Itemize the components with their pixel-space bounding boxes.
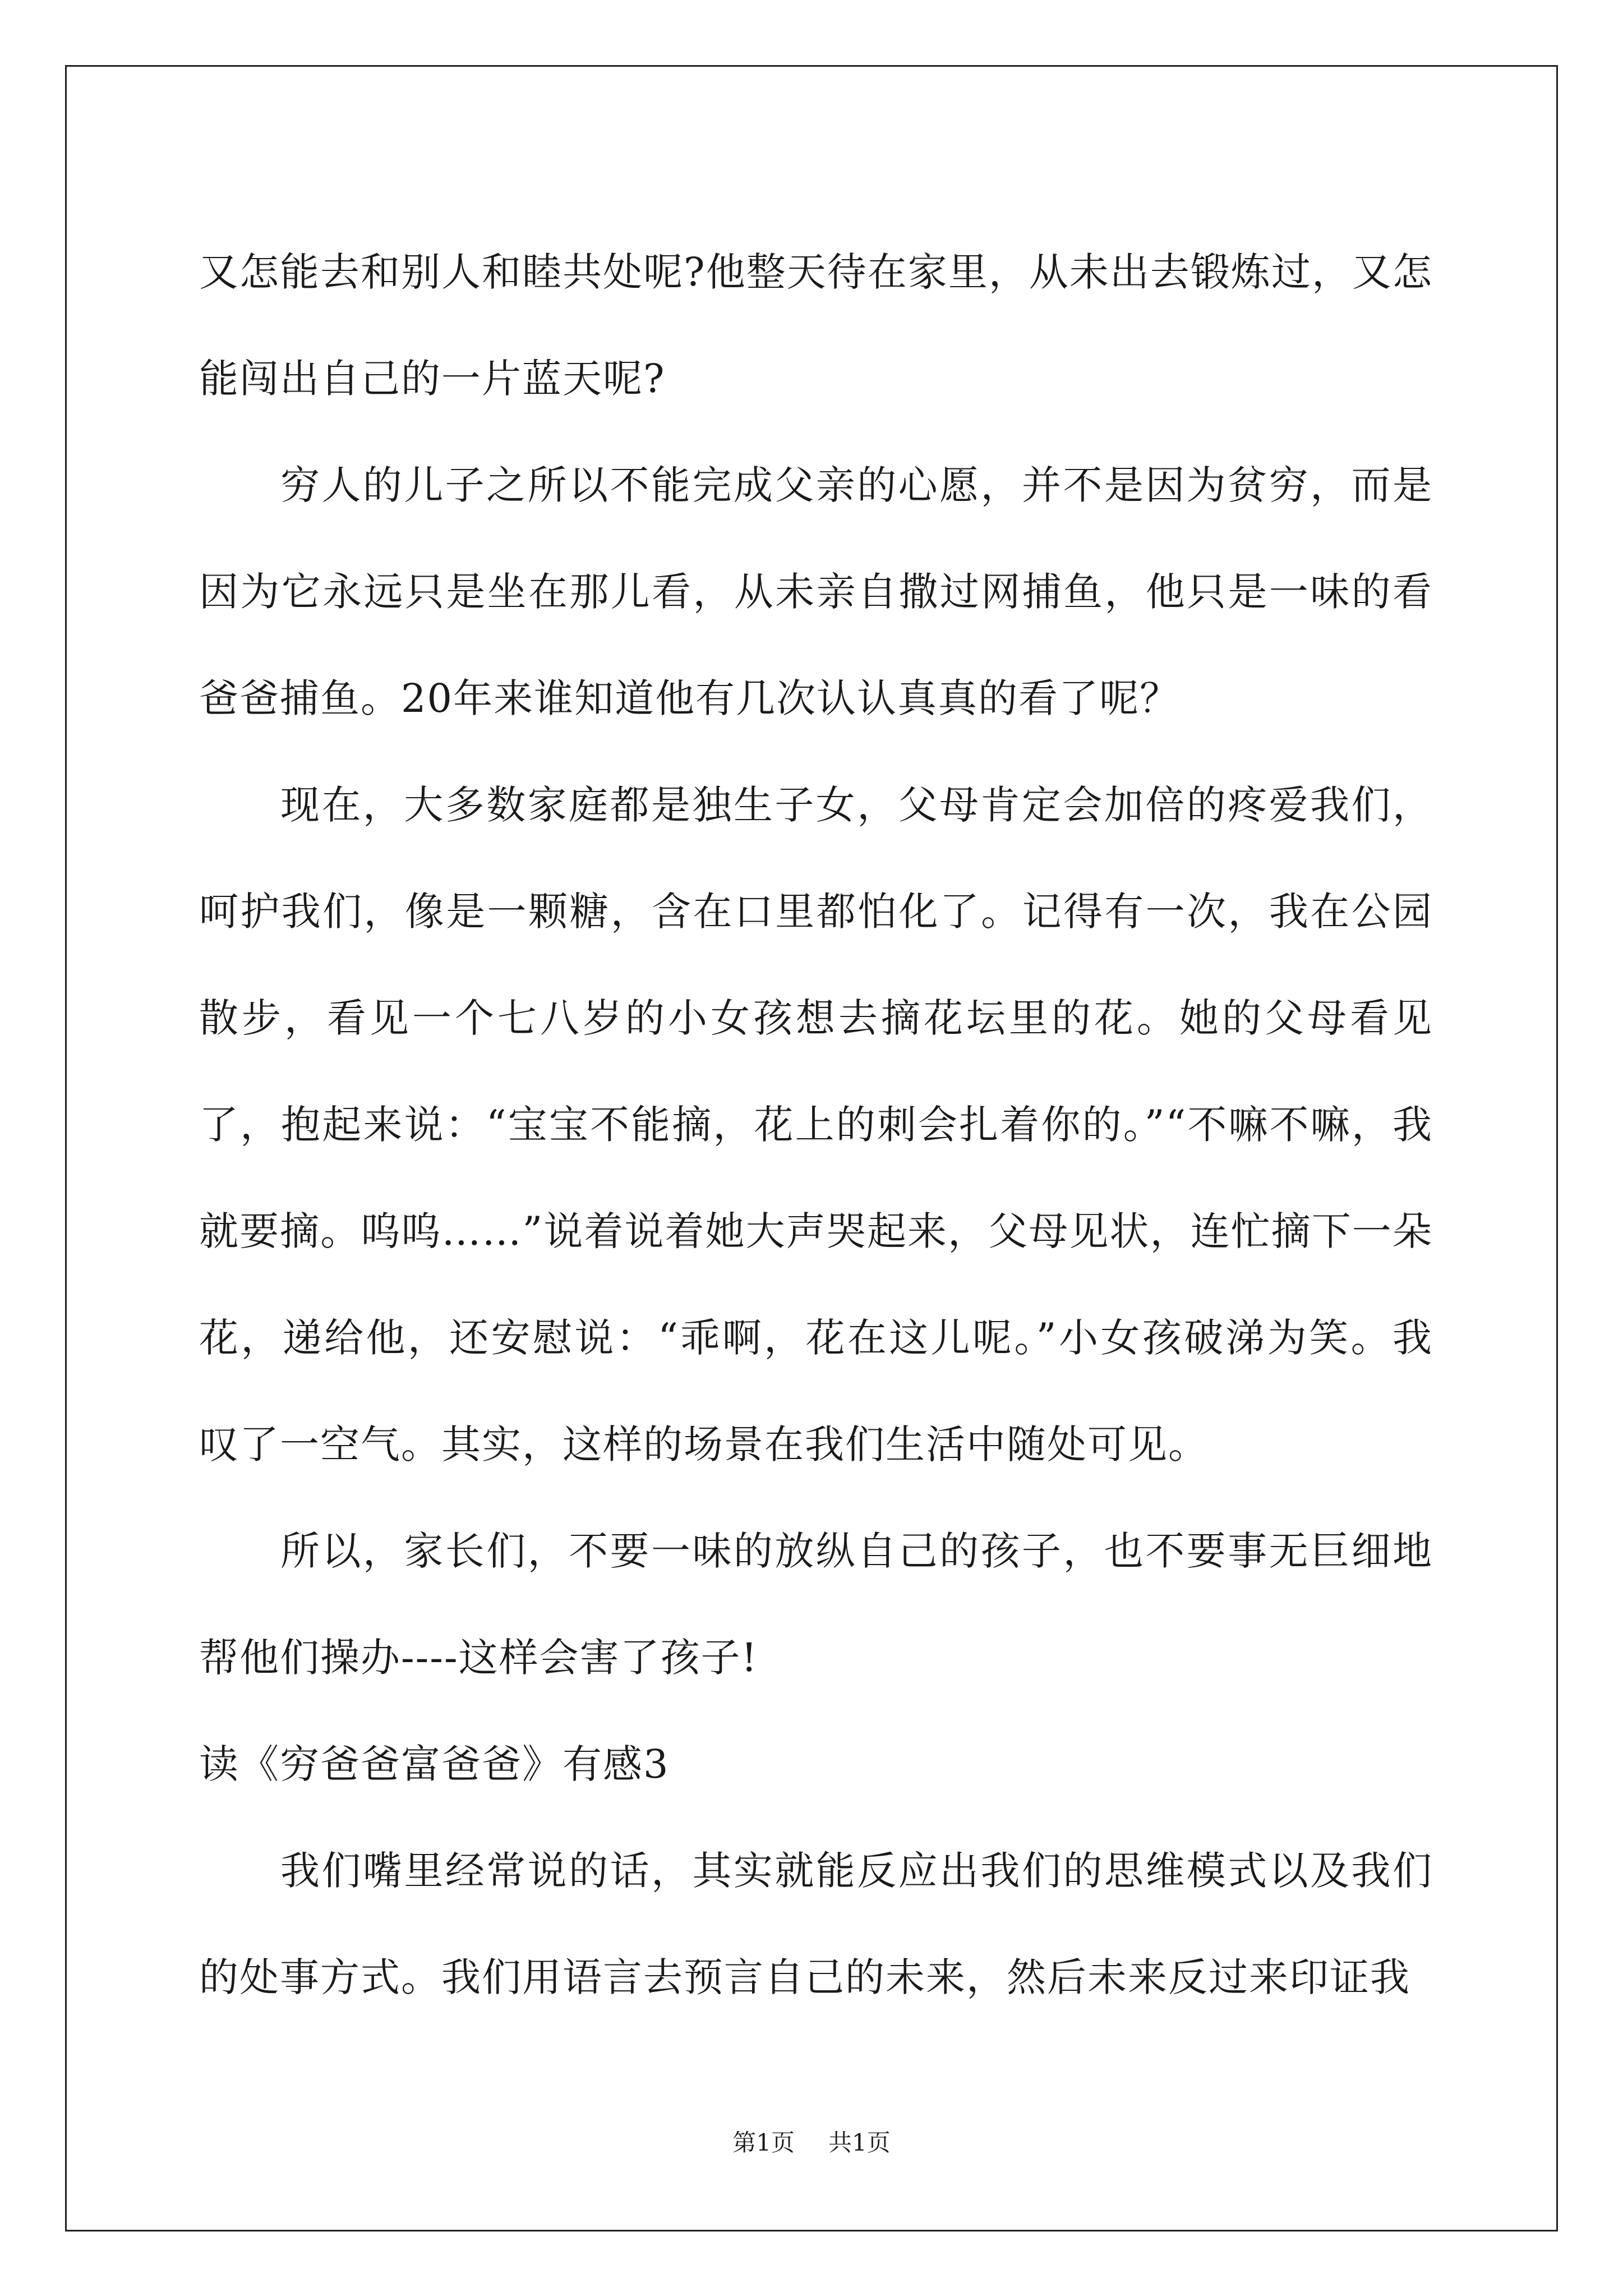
page-footer [0,2126,1623,2160]
paragraph-5: 我们嘴里经常说的话，其实就能反应出我们的思维模式以及我们的处事方式。我们用语言去预言自己的未来，然后未来反过来印证我 [199,1848,1433,2000]
paragraph-1: 又怎能去和别人和睦共处呢?他整天待在家里，从未出去锻炼过，又怎能闯出自己的一片蓝天呢? [199,249,1433,402]
paragraph-3: 现在，大多数家庭都是独生子女，父母肯定会加倍的疼爱我们，呵护我们，像是一颗糖，含在口里都怕化了。记得有一次，我在公园散步，看见一个七八岁的小女孩想去摘花坛里的花。她的父母看见了，抱起来说：“宝宝不能摘，花上的刺会扎着你的。”“不嘛不嘛，我就要摘。呜呜……”说着说着她大声哭起来，父母见状，连忙摘下一朵花，递给他，还安慰说：“乖啊，花在这儿呢。”小女孩破涕为笑。我叹了一空气。其实，这样的场景在我们生活中随处可见。 [199,782,1433,1467]
page-total: 共1页 [828,2129,891,2156]
paragraph-4: 所以，家长们，不要一味的放纵自己的孩子，也不要事无巨细地帮他们操办----这样会害了孩子! [199,1528,1433,1681]
document-body [199,219,1433,2031]
page-number: 第1页 [732,2129,795,2156]
section-heading: 读《穷爸爸富爸爸》有感3 [199,1741,670,1787]
paragraph-2: 穷人的儿子之所以不能完成父亲的心愿，并不是因为贫穷，而是因为它永远只是坐在那儿看，从未亲自撒过网捕鱼，他只是一味的看爸爸捕鱼。20年来谁知道他有几次认认真真的看了呢？ [199,462,1433,721]
